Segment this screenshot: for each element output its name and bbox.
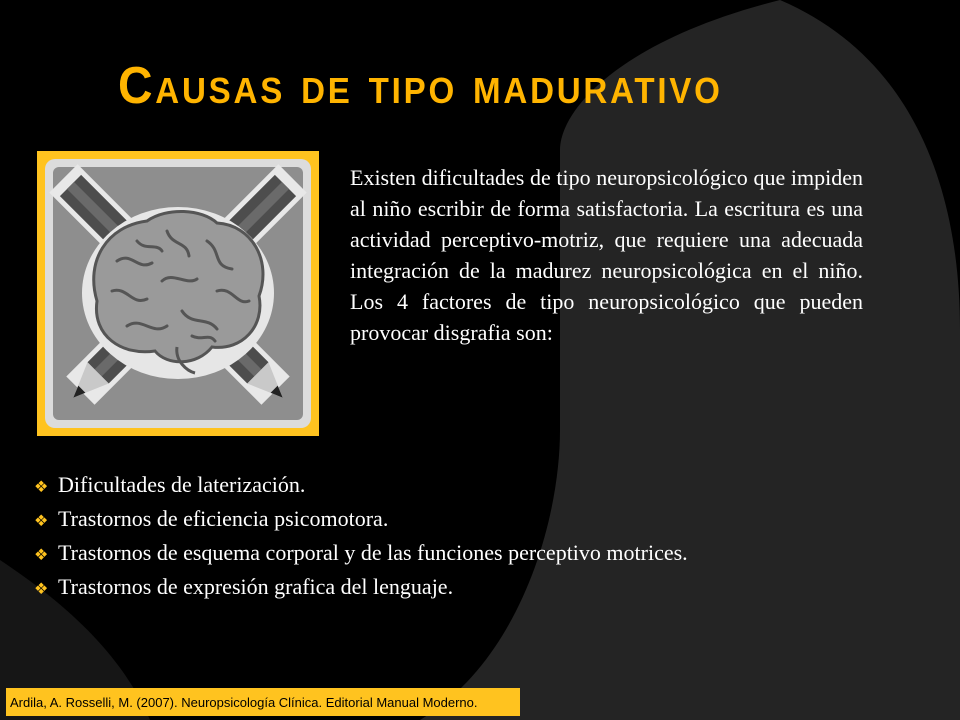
- factors-list: [34, 469, 914, 605]
- brain-pencils-icon: [37, 151, 319, 436]
- diamond-bullet-icon: ❖: [34, 479, 49, 496]
- factor-text: Trastornos de eficiencia psicomotora.: [58, 506, 389, 531]
- brain-pencils-image: [37, 151, 319, 436]
- diamond-bullet-icon: ❖: [34, 513, 49, 530]
- factor-text: Dificultades de laterización.: [58, 472, 306, 497]
- diamond-bullet-icon: ❖: [34, 547, 49, 564]
- slide-title: Causas de tipo madurativo: [118, 57, 723, 115]
- list-item: [34, 469, 914, 503]
- list-item: [34, 537, 914, 571]
- citation-footer: Ardila, A. Rosselli, M. (2007). Neuropsicología Clínica. Editorial Manual Moderno.: [6, 688, 520, 716]
- diamond-bullet-icon: ❖: [34, 581, 49, 598]
- factor-text: Trastornos de esquema corporal y de las funciones perceptivo motrices.: [58, 540, 688, 565]
- list-item: [34, 571, 914, 605]
- list-item: [34, 503, 914, 537]
- intro-paragraph: Existen dificultades de tipo neuropsicológico que impiden al niño escribir de forma satisfactoria. La escritura es una actividad perceptivo-motriz, que requiere una adecuada integración de la madurez neuropsicológica en el niño. Los 4 factores de tipo neuropsicológico que pueden provocar disgrafia son:: [350, 165, 863, 345]
- factor-text: Trastornos de expresión grafica del lenguaje.: [58, 574, 454, 599]
